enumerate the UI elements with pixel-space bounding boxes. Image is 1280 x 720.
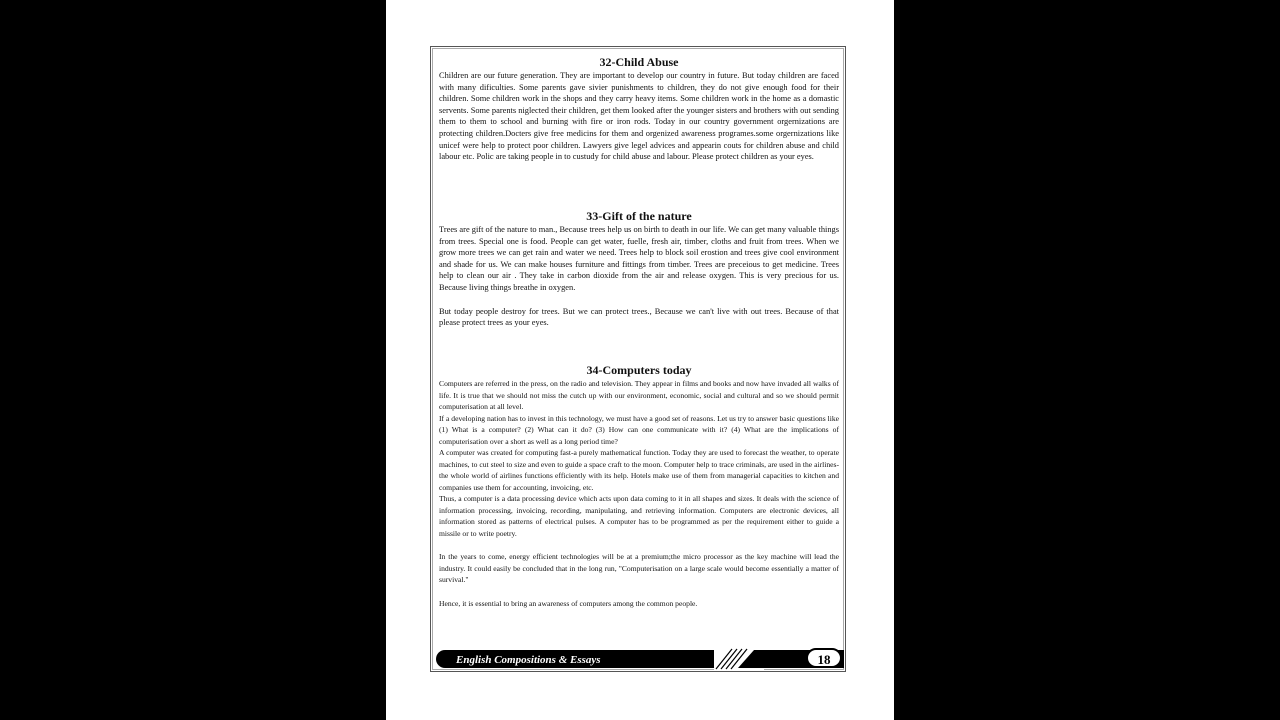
essay-title: 34-Computers today (586, 363, 692, 377)
essay-paragraph: In the years to come, energy efficient technologies will be at a premium;the micro processor as the key machine will lead the industry. It could easily be concluded that in the long run, "Computerisation on a large scale would become essentially a matter of survival." (439, 552, 839, 584)
essay-paragraph: Hence, it is essential to bring an awareness of computers among the common people. (439, 598, 698, 608)
essay-title: 33-Gift of the nature (586, 209, 692, 223)
essay-paragraph: A computer was created for computing fast-a purely mathematical function. Today they are used to forecast the weather, to operate machines, to cut steel to size and even to guide a space craft to the moon. Computer help to trace criminals, are used in the airlines-the whole world of airlines functions efficiently with its help. Hotels make use of them from managerial capacities to kitchen and companies use them for accounting, invoicing, etc. (439, 448, 839, 492)
essay-paragraph: If a developing nation has to invest in this technology, we must have a good set of reasons. Let us try to answer basic questions like (1) What is a computer? (2) What can it do? (3) How can one communicate with it? (4) What are the implications of computerisation over a short as well as a long period time? (439, 413, 839, 446)
footer-stripes-decoration (714, 648, 764, 670)
essay-child-abuse (439, 54, 839, 163)
essay-paragraph: Trees are gift of the nature to man., Because trees help us on birth to death in our life. We can get many valuable things from trees. Special one is food. People can get water, fuelle, fresh air, timber, cloths and fruit from trees. When we grow more trees we can get rain and water we need. Trees help to block soil erostion and trees give cool environment and shade for us. We can make houses furniture and fittings from timber. Trees are preceious to get medicine. Trees help to clean our air . They take in carbon dioxide from the air and release oxygen. This is very precious for us. Because living things breathe in oxygen. (439, 225, 839, 292)
essay-gift-of-nature (439, 208, 839, 329)
page-number: 18 (806, 648, 842, 668)
essay-title: 32-Child Abuse (599, 55, 679, 69)
footer-book-title: English Compositions & Essays (456, 654, 601, 666)
essay-computers-today (439, 362, 839, 609)
essay-paragraph: Children are our future generation. They are important to develop our country in future. But today children are faced with many dificulties. Some parents gave sivier punishments to children, they do not give enough food for their children. Some children work in the shops and they carry heavy items. Some children work in the home as a domastic servents. Some parents niglected their children, get them looked after the younger sisters and brothers with out sending them to them to school and burning with fire or iron rods. Today in our country government orgernizations are protecting children.Docters give free medicins for them and orgenized awareness programes.some orgernizations like unicef were help to protect poor children. Lawyers give legel advices and appearin couts for children abuse and child labour etc. Polic are taking people in to custudy for child abuse and labour. Please protect children as your eyes. (439, 71, 839, 162)
essay-paragraph: Computers are referred in the press, on the radio and television. They appear in films and books and now have invaded all walks of life. It is true that we should not miss the cutch up with our environment, economic, social and cultural and so we should permit computerisation at all level. (439, 379, 839, 411)
essay-paragraph: Thus, a computer is a data processing device which acts upon data coming to it in all shapes and sizes. It deals with the science of information processing, invoicing, recording, manipulating, and retrieving information. Computers are electronic devices, all information stored as patterns of electrical pulses. A computer has to be programmed as per the requirement either to guide a missile or to write poetry. (439, 494, 839, 538)
essay-paragraph: But today people destroy for trees. But we can protect trees., Because we can't live with out trees. Because of that please protect trees as your eyes. (439, 306, 839, 328)
page-footer (436, 648, 844, 670)
